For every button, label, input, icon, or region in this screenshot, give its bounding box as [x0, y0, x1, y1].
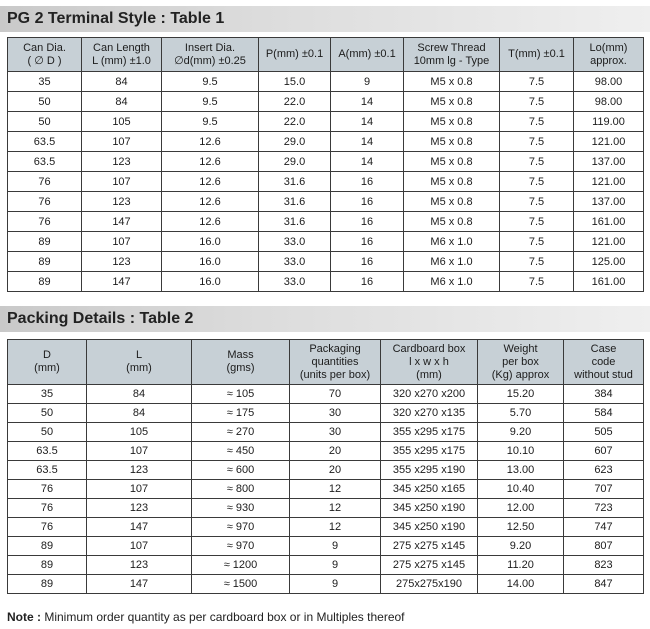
table-row — [8, 152, 644, 172]
table-row — [8, 461, 644, 480]
table-row — [8, 92, 644, 112]
table-cell: 12.50 — [478, 518, 564, 537]
table2-title: Packing Details : Table 2 — [0, 306, 650, 332]
column-header — [259, 38, 331, 72]
table-cell: 89 — [8, 556, 87, 575]
table-cell: 12.00 — [478, 499, 564, 518]
table-cell: ≈ 450 — [192, 442, 290, 461]
table-row — [8, 212, 644, 232]
column-header-line: T(mm) ±0.1 — [508, 48, 565, 60]
column-header-line: Can Length — [93, 41, 150, 54]
table-cell: 98.00 — [574, 92, 644, 112]
table-cell: 107 — [82, 232, 162, 252]
table-cell: 12 — [290, 499, 381, 518]
table-cell: 30 — [290, 404, 381, 423]
column-header-line: Packaging — [309, 342, 361, 355]
table-cell: 89 — [8, 575, 87, 594]
table-cell: 723 — [564, 499, 644, 518]
table-cell: 161.00 — [574, 272, 644, 292]
table-row — [8, 172, 644, 192]
table-cell: 31.6 — [259, 172, 331, 192]
column-header-line: code — [591, 355, 616, 368]
column-header-line: Insert Dia. — [184, 41, 236, 54]
table-cell: 16 — [331, 172, 404, 192]
column-header — [192, 340, 290, 385]
table-cell: 123 — [82, 252, 162, 272]
table-cell: 14.00 — [478, 575, 564, 594]
table-cell: 275 x275 x145 — [381, 537, 478, 556]
table-cell: M6 x 1.0 — [404, 252, 500, 272]
column-header-line: (mm) — [416, 368, 442, 381]
table-cell: 10.40 — [478, 480, 564, 499]
table-cell: 137.00 — [574, 152, 644, 172]
table-cell: 7.5 — [500, 252, 574, 272]
column-header-line: ∅d(mm) ±0.25 — [174, 54, 246, 67]
table-cell: 12.6 — [162, 212, 259, 232]
packing-details-table — [7, 339, 644, 594]
table-cell: 7.5 — [500, 152, 574, 172]
table-cell: 89 — [8, 537, 87, 556]
table-cell: 119.00 — [574, 112, 644, 132]
table-cell: 9.5 — [162, 72, 259, 92]
table-cell: M5 x 0.8 — [404, 172, 500, 192]
table-cell: 105 — [82, 112, 162, 132]
table-cell: ≈ 270 — [192, 423, 290, 442]
table-cell: 847 — [564, 575, 644, 594]
table-cell: 9 — [331, 72, 404, 92]
column-header-line: approx. — [590, 54, 627, 67]
column-header-line: (Kg) approx — [491, 368, 550, 381]
table-cell: 30 — [290, 423, 381, 442]
terminal-style-table — [7, 37, 644, 292]
table-cell: ≈ 800 — [192, 480, 290, 499]
table-row — [8, 112, 644, 132]
column-header — [162, 38, 259, 72]
table-cell: 35 — [8, 72, 82, 92]
table-cell: 12.6 — [162, 132, 259, 152]
table-cell: 121.00 — [574, 232, 644, 252]
table-cell: 123 — [87, 499, 192, 518]
column-header-line: D — [43, 349, 51, 361]
table-cell: 584 — [564, 404, 644, 423]
table-cell: 121.00 — [574, 132, 644, 152]
table-cell: 63.5 — [8, 132, 82, 152]
table-cell: M5 x 0.8 — [404, 152, 500, 172]
column-header-line: ( ∅ D ) — [27, 54, 62, 67]
column-header-line: P(mm) ±0.1 — [265, 48, 324, 60]
table-cell: 20 — [290, 442, 381, 461]
table-cell: 22.0 — [259, 92, 331, 112]
table-cell: 320 x270 x135 — [381, 404, 478, 423]
table-cell: 12.6 — [162, 172, 259, 192]
table-cell: 50 — [8, 112, 82, 132]
column-header-line: l x w x h — [409, 355, 449, 368]
column-header-line: (units per box) — [299, 368, 371, 381]
table-cell: 70 — [290, 385, 381, 404]
table-cell: 107 — [87, 537, 192, 556]
table-cell: 607 — [564, 442, 644, 461]
table-cell: 275 x275 x145 — [381, 556, 478, 575]
table-cell: 807 — [564, 537, 644, 556]
table-row — [8, 385, 644, 404]
table-cell: 105 — [87, 423, 192, 442]
table-cell: 22.0 — [259, 112, 331, 132]
column-header-line: L (mm) ±1.0 — [92, 54, 151, 67]
table-cell: 7.5 — [500, 112, 574, 132]
column-header — [8, 340, 87, 385]
table-cell: 14 — [331, 112, 404, 132]
column-header — [574, 38, 644, 72]
column-header — [500, 38, 574, 72]
table-cell: 9.5 — [162, 112, 259, 132]
table-cell: 345 x250 x165 — [381, 480, 478, 499]
table-cell: ≈ 1200 — [192, 556, 290, 575]
table-cell: 29.0 — [259, 152, 331, 172]
table-cell: 5.70 — [478, 404, 564, 423]
table-cell: 7.5 — [500, 72, 574, 92]
table-cell: ≈ 970 — [192, 518, 290, 537]
table-cell: 16 — [331, 232, 404, 252]
table-cell: 9 — [290, 575, 381, 594]
table-row — [8, 518, 644, 537]
column-header — [82, 38, 162, 72]
table-cell: 123 — [87, 556, 192, 575]
table-cell: 89 — [8, 232, 82, 252]
table-row — [8, 192, 644, 212]
table-cell: 33.0 — [259, 252, 331, 272]
table-cell: 7.5 — [500, 132, 574, 152]
table-cell: 355 x295 x190 — [381, 461, 478, 480]
column-header — [8, 38, 82, 72]
table-row — [8, 480, 644, 499]
table-cell: 7.5 — [500, 172, 574, 192]
table-cell: 13.00 — [478, 461, 564, 480]
column-header-line: quantities — [311, 355, 359, 368]
table-row — [8, 575, 644, 594]
table-cell: 123 — [87, 461, 192, 480]
table-cell: 11.20 — [478, 556, 564, 575]
table-cell: 623 — [564, 461, 644, 480]
table-cell: 76 — [8, 172, 82, 192]
table-cell: 9.5 — [162, 92, 259, 112]
table-cell: 15.0 — [259, 72, 331, 92]
table-row — [8, 442, 644, 461]
table-cell: 29.0 — [259, 132, 331, 152]
table-cell: 345 x250 x190 — [381, 499, 478, 518]
table-cell: 76 — [8, 192, 82, 212]
table-cell: 355 x295 x175 — [381, 442, 478, 461]
table-cell: 320 x270 x200 — [381, 385, 478, 404]
table-cell: M5 x 0.8 — [404, 132, 500, 152]
table-cell: 33.0 — [259, 272, 331, 292]
table-cell: M5 x 0.8 — [404, 72, 500, 92]
column-header-line: 10mm lg - Type — [413, 54, 490, 67]
table-cell: 823 — [564, 556, 644, 575]
table-cell: 50 — [8, 92, 82, 112]
table-cell: 63.5 — [8, 461, 87, 480]
table-cell: 12 — [290, 518, 381, 537]
table-cell: 107 — [82, 132, 162, 152]
table-cell: M5 x 0.8 — [404, 92, 500, 112]
table-cell: 505 — [564, 423, 644, 442]
column-header — [478, 340, 564, 385]
table-cell: 125.00 — [574, 252, 644, 272]
table-cell: 63.5 — [8, 442, 87, 461]
table-cell: 12.6 — [162, 192, 259, 212]
table-cell: ≈ 970 — [192, 537, 290, 556]
table-cell: 275x275x190 — [381, 575, 478, 594]
column-header-line: Mass — [227, 349, 254, 361]
table-cell: 7.5 — [500, 192, 574, 212]
column-header-line: (mm) — [34, 362, 60, 374]
table-cell: 50 — [8, 423, 87, 442]
table-row — [8, 272, 644, 292]
table-cell: 9.20 — [478, 537, 564, 556]
table-cell: 84 — [82, 72, 162, 92]
table-cell: 84 — [82, 92, 162, 112]
table-cell: ≈ 930 — [192, 499, 290, 518]
table-cell: 107 — [82, 172, 162, 192]
table-cell: 12 — [290, 480, 381, 499]
table-cell: 14 — [331, 132, 404, 152]
column-header-line: Weight — [503, 342, 538, 355]
column-header-line: Can Dia. — [23, 41, 66, 54]
table-cell: 107 — [87, 442, 192, 461]
table-cell: 16 — [331, 252, 404, 272]
table-cell: 14 — [331, 152, 404, 172]
table-cell: 707 — [564, 480, 644, 499]
table-cell: 98.00 — [574, 72, 644, 92]
column-header-line: (gms) — [226, 362, 255, 374]
table-cell: ≈ 600 — [192, 461, 290, 480]
table-cell: 76 — [8, 518, 87, 537]
table-cell: ≈ 175 — [192, 404, 290, 423]
table-cell: 147 — [82, 272, 162, 292]
table-cell: M5 x 0.8 — [404, 112, 500, 132]
table2-header-row — [8, 340, 644, 385]
table-cell: 7.5 — [500, 92, 574, 112]
column-header-line: L — [135, 349, 143, 361]
table-cell: 76 — [8, 499, 87, 518]
table-cell: 16.0 — [162, 252, 259, 272]
table-cell: 15.20 — [478, 385, 564, 404]
table-cell: 123 — [82, 152, 162, 172]
column-header — [290, 340, 381, 385]
table-row — [8, 499, 644, 518]
table-row — [8, 556, 644, 575]
table-cell: 76 — [8, 480, 87, 499]
column-header-line: Lo(mm) — [589, 41, 628, 54]
table1-header-row — [8, 38, 644, 72]
table-row — [8, 404, 644, 423]
table-cell: 161.00 — [574, 212, 644, 232]
table-cell: ≈ 105 — [192, 385, 290, 404]
table-cell: M5 x 0.8 — [404, 212, 500, 232]
table-cell: 384 — [564, 385, 644, 404]
table-cell: 137.00 — [574, 192, 644, 212]
table-cell: 147 — [82, 212, 162, 232]
table-cell: 89 — [8, 252, 82, 272]
table-cell: 9 — [290, 556, 381, 575]
column-header-line: A(mm) ±0.1 — [338, 48, 396, 60]
table-cell: 35 — [8, 385, 87, 404]
table-row — [8, 232, 644, 252]
table-cell: 7.5 — [500, 272, 574, 292]
table-cell: 147 — [87, 575, 192, 594]
table-cell: 12.6 — [162, 152, 259, 172]
table-row — [8, 132, 644, 152]
table-row — [8, 72, 644, 92]
table-cell: 14 — [331, 92, 404, 112]
table-cell: 50 — [8, 404, 87, 423]
table-cell: M5 x 0.8 — [404, 192, 500, 212]
table-cell: 345 x250 x190 — [381, 518, 478, 537]
table-cell: 147 — [87, 518, 192, 537]
table-cell: 20 — [290, 461, 381, 480]
table-cell: 31.6 — [259, 192, 331, 212]
column-header-line: (mm) — [126, 362, 152, 374]
table-cell: 7.5 — [500, 232, 574, 252]
table-row — [8, 252, 644, 272]
table-row — [8, 537, 644, 556]
table-cell: M6 x 1.0 — [404, 232, 500, 252]
table-cell: 16.0 — [162, 272, 259, 292]
table-cell: 355 x295 x175 — [381, 423, 478, 442]
table-cell: 107 — [87, 480, 192, 499]
table-cell: 16.0 — [162, 232, 259, 252]
note-text: Minimum order quantity as per cardboard box or in Multiples thereof — [41, 610, 405, 624]
table-cell: 747 — [564, 518, 644, 537]
table-cell: 31.6 — [259, 212, 331, 232]
table-cell: ≈ 1500 — [192, 575, 290, 594]
table-cell: 63.5 — [8, 152, 82, 172]
note-label: Note : — [7, 610, 41, 624]
column-header-line: without stud — [574, 368, 633, 381]
table-cell: 123 — [82, 192, 162, 212]
column-header — [404, 38, 500, 72]
table-cell: 76 — [8, 212, 82, 232]
column-header — [381, 340, 478, 385]
column-header-line: Cardboard box — [392, 342, 466, 355]
table-cell: 9.20 — [478, 423, 564, 442]
column-header-line: Screw Thread — [417, 41, 486, 54]
table-cell: 84 — [87, 404, 192, 423]
column-header-line: per box — [502, 355, 539, 368]
table-cell: 16 — [331, 272, 404, 292]
table-cell: M6 x 1.0 — [404, 272, 500, 292]
table-cell: 33.0 — [259, 232, 331, 252]
table-cell: 16 — [331, 192, 404, 212]
table-cell: 10.10 — [478, 442, 564, 461]
table-cell: 7.5 — [500, 212, 574, 232]
table-cell: 16 — [331, 212, 404, 232]
table-cell: 121.00 — [574, 172, 644, 192]
table-row — [8, 423, 644, 442]
table-cell: 89 — [8, 272, 82, 292]
column-header — [564, 340, 644, 385]
table-cell: 84 — [87, 385, 192, 404]
footnote — [7, 610, 405, 624]
column-header — [331, 38, 404, 72]
column-header-line: Case — [590, 342, 617, 355]
table-cell: 9 — [290, 537, 381, 556]
table1-title: PG 2 Terminal Style : Table 1 — [0, 6, 650, 32]
column-header — [87, 340, 192, 385]
